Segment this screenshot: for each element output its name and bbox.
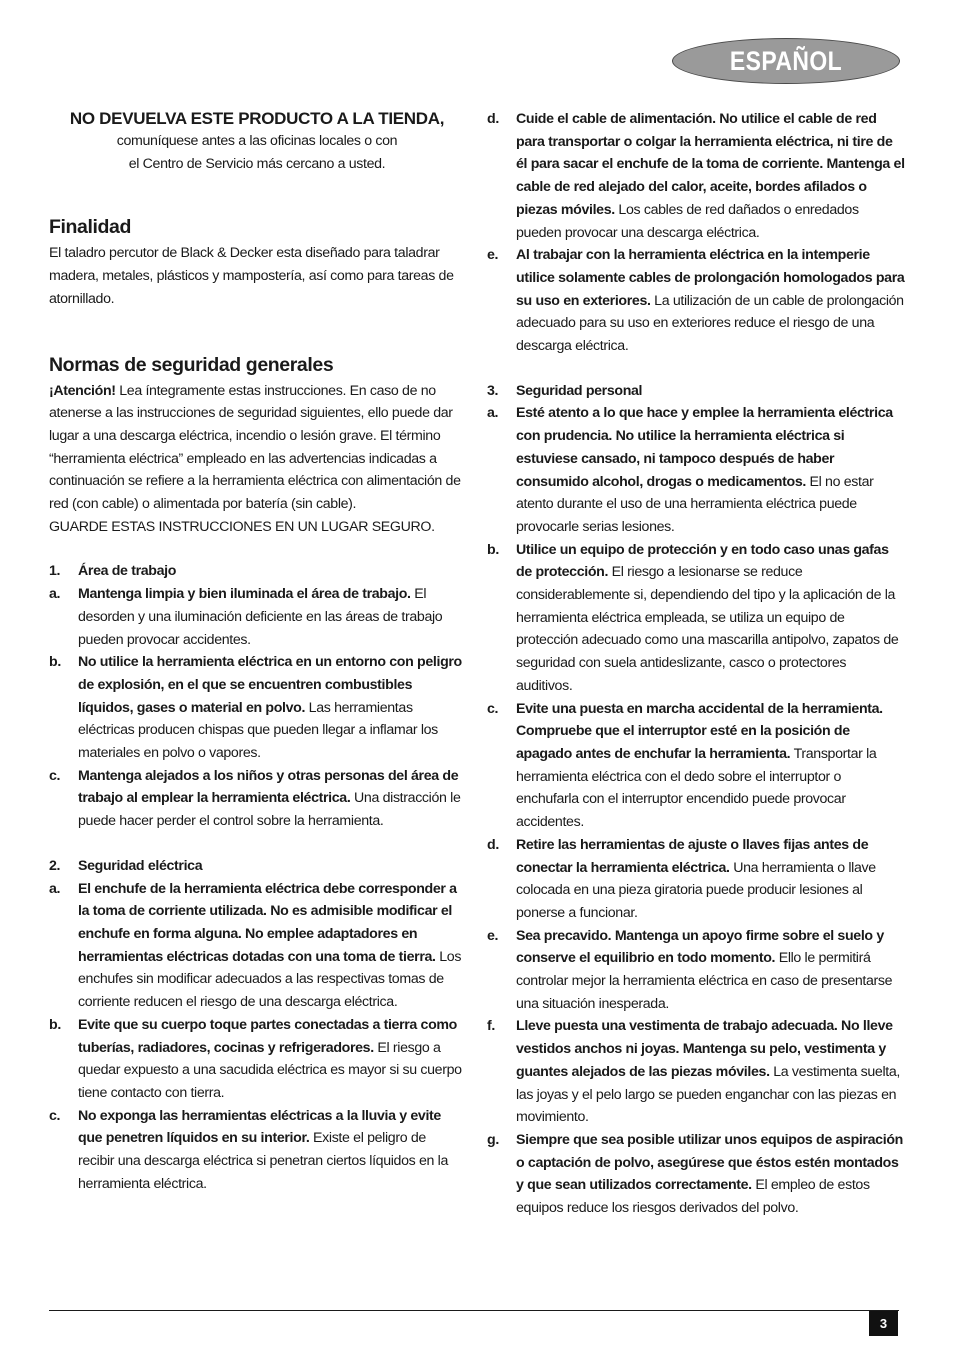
keep-instructions: GUARDE ESTAS INSTRUCCIONES EN UN LUGAR SEGURO. xyxy=(49,518,435,535)
item-bold: Mantenga alejados a los niños y otras personas del área de trabajo al emplear la herramienta eléctrica. xyxy=(78,767,459,807)
item-body: El no estar atento durante el uso de una herramienta eléctrica puede provocarle serias lesiones. xyxy=(516,473,874,535)
item-body: Una distracción le puede hacer perder el control sobre la herramienta. xyxy=(78,790,461,830)
item-bold: Mantenga limpia y bien iluminada el área de trabajo. xyxy=(78,586,411,603)
item-text xyxy=(516,108,905,244)
item-text xyxy=(78,878,465,1014)
item-body: Las herramientas eléctricas producen chispas que pueden llegar a inflamar los materiales en polvo o vapores. xyxy=(78,699,438,762)
item-bold: No utilice la herramienta eléctrica en un entorno con peligro de explosión, en el que se encuentren combustibles líquidos, gases o material en polvo. xyxy=(78,654,462,716)
item-body: Ello le permitirá controlar mejor la herramienta eléctrica en caso de presentarse una situación inesperada. xyxy=(516,950,893,1012)
language-label: ESPAÑOL xyxy=(729,45,843,76)
item-bold: Lleve puesta una vestimenta de trabajo adecuada. No lleve vestidos anchos ni joyas. Mantenga su pelo, vestimenta y guantes alejados de las piezas móviles. xyxy=(516,1018,893,1080)
item-marker: d. xyxy=(487,836,499,853)
list-item xyxy=(487,244,905,358)
item-bold: El enchufe de la herramienta eléctrica debe corresponder a la toma de corriente utilizada. No es admisible modificar el enchufe en forma alguna. No emplee adaptadores en herramientas eléctricas dotadas con una toma de tierra. xyxy=(78,880,457,965)
list-item xyxy=(487,834,905,925)
item-body: La vestimenta suelta, las joyas y el pelo largo se pueden enganchar con las piezas en movimiento. xyxy=(516,1063,900,1126)
item-marker: b. xyxy=(49,1016,61,1033)
item-marker: c. xyxy=(49,767,61,784)
notice-body xyxy=(49,130,465,175)
item-text xyxy=(516,244,905,358)
list-item xyxy=(49,583,465,651)
page-number: 3 xyxy=(869,1311,898,1336)
list-item xyxy=(487,108,905,244)
section-2-number: 2. xyxy=(49,857,61,874)
item-text xyxy=(78,651,465,765)
item-bold: Siempre que sea posible utilizar unos equipos de aspiración o captación de polvo, asegúrese que éstos estén montados y que sean utilizados correctamente. xyxy=(516,1131,903,1194)
section-2-heading xyxy=(49,855,465,878)
item-text xyxy=(516,1129,905,1220)
item-bold: Esté atento a lo que hace y emplee la herramienta eléctrica con prudencia. No utilice la herramienta eléctrica si estuviese cansado, ni tampoco después de haber consumido alcohol, drogas o medicamentos. xyxy=(516,405,893,490)
item-body: El desorden y una iluminación deficiente en las áreas de trabajo pueden provocar accidentes. xyxy=(78,586,443,648)
item-text xyxy=(516,402,905,538)
item-marker: g. xyxy=(487,1131,499,1148)
section-1-number: 1. xyxy=(49,563,61,580)
item-marker: c. xyxy=(49,1107,61,1124)
item-text xyxy=(516,539,905,698)
attention-text: Lea íntegramente estas instrucciones. En caso de no atenerse a las instrucciones de seguridad siguientes, ello puede dar lugar a una descarga eléctrica, incendio o lesión grave. El término “herramienta eléctrica” empleado en las advertencias indicadas a continuación se refiere a la herramienta eléctrica con alimentación de red (con cable) o alimentada por batería (sin cable). xyxy=(49,382,461,513)
item-body: Una herramienta o llave colocada en una pieza giratoria puede producir lesiones al ponerse a funcionar. xyxy=(516,859,876,921)
item-bold: Sea precavido. Mantenga un apoyo firme sobre el suelo y conserve el equilibrio en todo momento. xyxy=(516,927,884,967)
item-bold: No exponga las herramientas eléctricas a la lluvia y evite que penetren líquidos en su interior. xyxy=(78,1107,441,1147)
item-marker: a. xyxy=(49,586,61,603)
section-2-title: Seguridad eléctrica xyxy=(78,857,203,874)
finalidad-text: El taladro percutor de Black & Decker esta diseñado para taladrar madera, metales, plásticos y mampostería, así como para tareas de atornillado. xyxy=(49,245,454,307)
item-marker: f. xyxy=(487,1018,495,1035)
item-bold: Evite una puesta en marcha accidental de la herramienta. Compruebe que el interruptor esté en la posición de apagado antes de enchufar la herramienta. xyxy=(516,700,883,762)
item-bold: Cuide el cable de alimentación. No utilice el cable de red para transportar o colgar la herramienta eléctrica, ni tire de él para sacar el enchufe de la toma de corriente. Mantenga el cable de red alejado del calor, aceite, bordes afilados o piezas móviles. xyxy=(516,111,905,218)
item-text xyxy=(516,1015,905,1129)
list-item xyxy=(49,651,465,765)
item-text xyxy=(78,1105,465,1196)
section-1-heading xyxy=(49,560,465,583)
finalidad-heading: Finalidad xyxy=(49,216,131,239)
item-text xyxy=(516,834,905,925)
section-3-title: Seguridad personal xyxy=(516,382,643,399)
list-item xyxy=(487,1015,905,1129)
item-bold: Retire las herramientas de ajuste o llaves fijas antes de conectar la herramienta eléctrica. xyxy=(516,836,869,876)
item-marker: a. xyxy=(49,880,61,897)
item-body: El riesgo a lesionarse se reduce considerablemente si, dependiendo del tipo y la aplicación de la herramienta eléctrica empleada, se utiliza un equipo de protección adecuado como una mascarilla antipolvo, zapatos de seguridad con suela antideslizante, casco o protectores auditivos. xyxy=(516,564,899,694)
item-text xyxy=(516,698,905,834)
item-text xyxy=(78,583,465,651)
list-item xyxy=(487,698,905,834)
item-body: Existe el peligro de recibir una descarga eléctrica si penetran ciertos líquidos en la herramienta eléctrica. xyxy=(78,1130,448,1192)
item-marker: b. xyxy=(487,541,499,558)
list-item xyxy=(49,765,465,833)
list-item xyxy=(49,1105,465,1196)
list-item xyxy=(487,925,905,1016)
item-marker: c. xyxy=(487,700,499,717)
item-body: La utilización de un cable de prolongación adecuado para su uso en exteriores reduce el riesgo de una descarga eléctrica. xyxy=(516,292,904,355)
item-marker: d. xyxy=(487,111,499,127)
item-text xyxy=(78,1014,465,1105)
item-body: El riesgo a quedar expuesto a una sacudida eléctrica es mayor si su cuerpo tiene contacto con tierra. xyxy=(78,1039,462,1101)
item-text xyxy=(516,925,905,1016)
item-body: Los cables de red dañados o enredados pueden provocar una descarga eléctrica. xyxy=(516,201,859,241)
item-marker: b. xyxy=(49,654,61,671)
item-marker: e. xyxy=(487,247,499,264)
item-bold: Evite que su cuerpo toque partes conectadas a tierra como tuberías, radiadores, cocinas y refrigeradores. xyxy=(78,1016,457,1056)
item-marker: a. xyxy=(487,405,499,422)
item-bold: Utilice un equipo de protección y en todo caso unas gafas de protección. xyxy=(516,541,889,581)
notice-line-2: el Centro de Servicio más cercano a usted. xyxy=(128,155,386,172)
notice-line-1: comuníquese antes a las oficinas locales o con xyxy=(116,133,398,149)
list-item xyxy=(487,402,905,538)
item-body: Los enchufes sin modificar adecuados a las respectivas tomas de corriente reducen el riesgo de una descarga eléctrica. xyxy=(78,948,462,1011)
left-column xyxy=(49,108,465,1195)
list-item xyxy=(487,539,905,698)
notice-title: NO DEVUELVA ESTE PRODUCTO A LA TIENDA, xyxy=(69,109,445,128)
footer-divider xyxy=(49,1310,899,1311)
item-text xyxy=(78,765,465,833)
normas-attention xyxy=(49,380,465,516)
language-badge xyxy=(672,38,900,84)
section-3-heading xyxy=(487,380,905,403)
attention-label: ¡Atención! xyxy=(49,382,116,399)
item-body: Transportar la herramienta eléctrica con el dedo sobre el interruptor o enchufarla con el interruptor encendido puede provocar accidentes. xyxy=(516,745,877,831)
section-3-number: 3. xyxy=(487,382,499,399)
item-body: El empleo de estos equipos reduce los riesgos derivados del polvo. xyxy=(516,1177,870,1217)
right-column xyxy=(487,108,905,1220)
normas-heading: Normas de seguridad generales xyxy=(49,353,334,376)
list-item xyxy=(487,1129,905,1220)
item-marker: e. xyxy=(487,927,499,944)
list-item xyxy=(49,878,465,1014)
list-item xyxy=(49,1014,465,1105)
section-1-title: Área de trabajo xyxy=(78,563,177,580)
item-bold: Al trabajar con la herramienta eléctrica en la intemperie utilice solamente cables de prolongación homologados para su uso en exteriores. xyxy=(516,247,905,309)
